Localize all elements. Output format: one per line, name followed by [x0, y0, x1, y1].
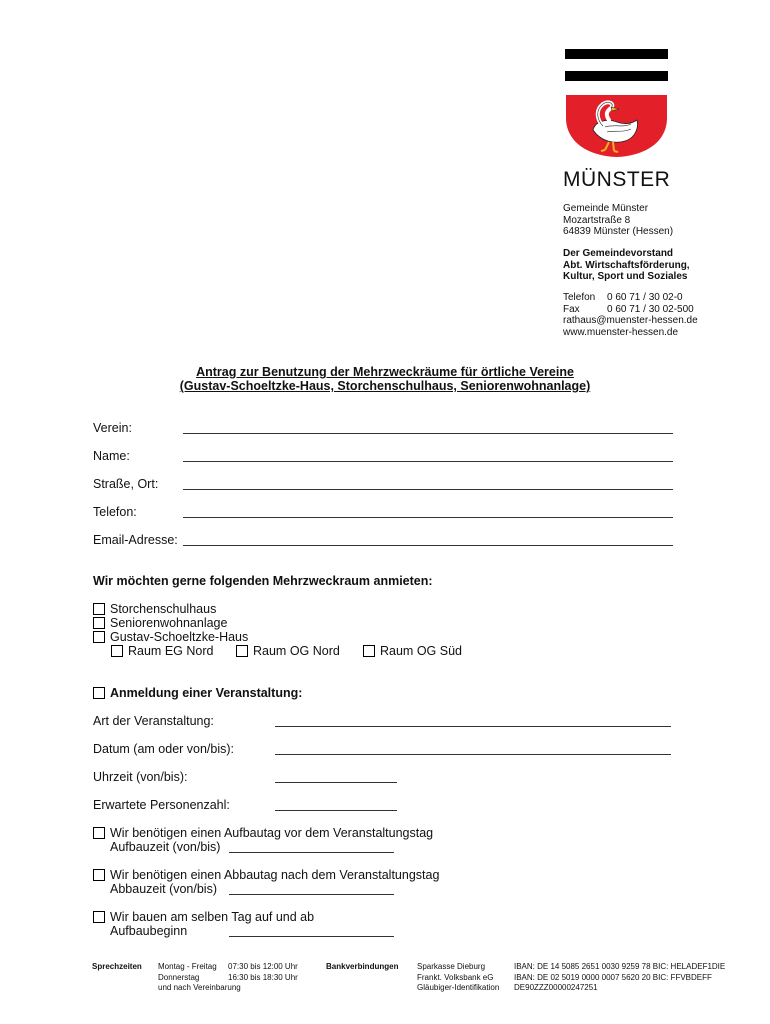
teardown-time-field[interactable]	[229, 894, 394, 895]
swan-crest-icon	[565, 94, 668, 158]
phone-field[interactable]	[183, 517, 673, 518]
checkbox-abbautag[interactable]	[93, 869, 105, 881]
attendees-field[interactable]	[275, 810, 397, 811]
department-line: Abt. Wirtschaftsförderung,	[563, 259, 690, 271]
fax-row	[563, 304, 698, 316]
form-title-line1: Antrag zur Benutzung der Mehrzweckräume für örtliche Vereine	[196, 365, 574, 379]
footer-iban: IBAN: DE 14 5085 2651 0030 9259 78 BIC: HELADEF1DIE	[514, 962, 726, 971]
address-line: Gemeinde Münster	[563, 203, 649, 214]
teardown-time-label: Abbauzeit (von/bis)	[110, 882, 218, 896]
event-time-field[interactable]	[275, 782, 397, 783]
checkbox-seniorenwohnanlage[interactable]	[93, 617, 105, 629]
phone-label: Telefon	[563, 292, 596, 303]
checkbox-aufbautag[interactable]	[93, 827, 105, 839]
checkbox-raum-og-sued[interactable]	[363, 645, 375, 657]
fax-value: 0 60 71 / 30 02-500	[607, 303, 694, 315]
crest-bar-bottom	[565, 71, 668, 81]
checkbox-anmeldung-veranstaltung[interactable]	[93, 687, 105, 699]
form-title-line2: (Gustav-Schoeltzke-Haus, Storchenschulhaus, Seniorenwohnanlage)	[179, 379, 591, 393]
footer-banks	[417, 962, 499, 994]
footer-iban: IBAN: DE 02 5019 0000 0007 5620 20 BIC: FFVBDEFF	[514, 972, 712, 982]
event-heading: Anmeldung einer Veranstaltung:	[110, 686, 303, 700]
footer-ibans	[514, 962, 725, 994]
department-line: Kultur, Sport und Soziales	[563, 271, 688, 282]
checkbox-raum-og-nord[interactable]	[236, 645, 248, 657]
checkbox-storchenschulhaus[interactable]	[93, 603, 105, 615]
field-label-datum: Datum (am oder von/bis):	[93, 742, 235, 756]
department-line: Der Gemeindevorstand	[563, 248, 674, 259]
field-label-verein: Verein:	[93, 421, 132, 435]
option-label: Gustav-Schoeltzke-Haus	[110, 630, 249, 644]
field-label-name: Name:	[93, 449, 130, 463]
address-line: Mozartstraße 8	[563, 214, 631, 226]
event-type-field[interactable]	[275, 726, 671, 727]
teardown-option-label: Wir benötigen einen Abbautag nach dem Veranstaltungstag	[110, 868, 440, 882]
footer-bank: Frankt. Volksbank eG	[417, 972, 494, 982]
field-label-telefon: Telefon:	[93, 505, 137, 519]
event-date-field[interactable]	[275, 754, 671, 755]
option-label: Seniorenwohnanlage	[110, 616, 228, 630]
footer-day: und nach Vereinbarung	[158, 983, 241, 992]
field-label-uhrzeit: Uhrzeit (von/bis):	[93, 770, 188, 784]
sub-option-label: Raum EG Nord	[128, 644, 214, 658]
checkbox-selber-tag[interactable]	[93, 911, 105, 923]
crest-bar-top	[565, 49, 668, 59]
field-label-art: Art der Veranstaltung:	[93, 714, 214, 728]
phone-row	[563, 292, 698, 304]
field-label-strasse: Straße, Ort:	[93, 477, 159, 491]
option-label: Storchenschulhaus	[110, 602, 217, 616]
checkbox-raum-eg-nord[interactable]	[111, 645, 123, 657]
fax-label: Fax	[563, 303, 580, 315]
checkbox-gustav-schoeltzke-haus[interactable]	[93, 631, 105, 643]
phone-value: 0 60 71 / 30 02-0	[607, 292, 683, 303]
setup-time-label: Aufbauzeit (von/bis)	[110, 840, 221, 854]
setup-option-label: Wir benötigen einen Aufbautag vor dem Veranstaltungstag	[110, 826, 434, 840]
footer-hours-times	[228, 962, 298, 983]
address-block	[563, 203, 673, 238]
footer-day: Montag - Freitag	[158, 962, 217, 971]
town-name: MÜNSTER	[563, 168, 671, 191]
rooms-heading: Wir möchten gerne folgenden Mehrzweckraum anmieten:	[93, 574, 433, 588]
name-field[interactable]	[183, 461, 673, 462]
field-label-email: Email-Adresse:	[93, 533, 178, 547]
contact-block	[563, 292, 698, 338]
website-link[interactable]: www.muenster-hessen.de	[563, 326, 679, 338]
footer-iban: DE90ZZZ00000247251	[514, 983, 598, 992]
department-block	[563, 248, 690, 283]
footer-day: Donnerstag	[158, 972, 200, 982]
footer-time: 07:30 bis 12:00 Uhr	[228, 962, 298, 971]
footer-time: 16:30 bis 18:30 Uhr	[228, 972, 298, 982]
setup-time-field[interactable]	[229, 852, 394, 853]
email-field[interactable]	[183, 545, 673, 546]
setup-start-field[interactable]	[229, 936, 394, 937]
footer-bank: Sparkasse Dieburg	[417, 962, 486, 971]
sub-option-label: Raum OG Süd	[380, 644, 462, 658]
email-link[interactable]: rathaus@muenster-hessen.de	[563, 315, 698, 326]
setup-start-label: Aufbaubeginn	[110, 924, 188, 938]
sub-option-label: Raum OG Nord	[253, 644, 340, 658]
field-label-personenzahl: Erwartete Personenzahl:	[93, 798, 230, 812]
footer-hours-label: Sprechzeiten	[92, 962, 142, 971]
street-city-field[interactable]	[183, 489, 673, 490]
footer-bank-label: Bankverbindungen	[326, 962, 399, 971]
verein-field[interactable]	[183, 433, 673, 434]
same-day-option-label: Wir bauen am selben Tag auf und ab	[110, 910, 315, 924]
footer-bank: Gläubiger-Identifikation	[417, 983, 500, 992]
address-line: 64839 Münster (Hessen)	[563, 226, 674, 237]
